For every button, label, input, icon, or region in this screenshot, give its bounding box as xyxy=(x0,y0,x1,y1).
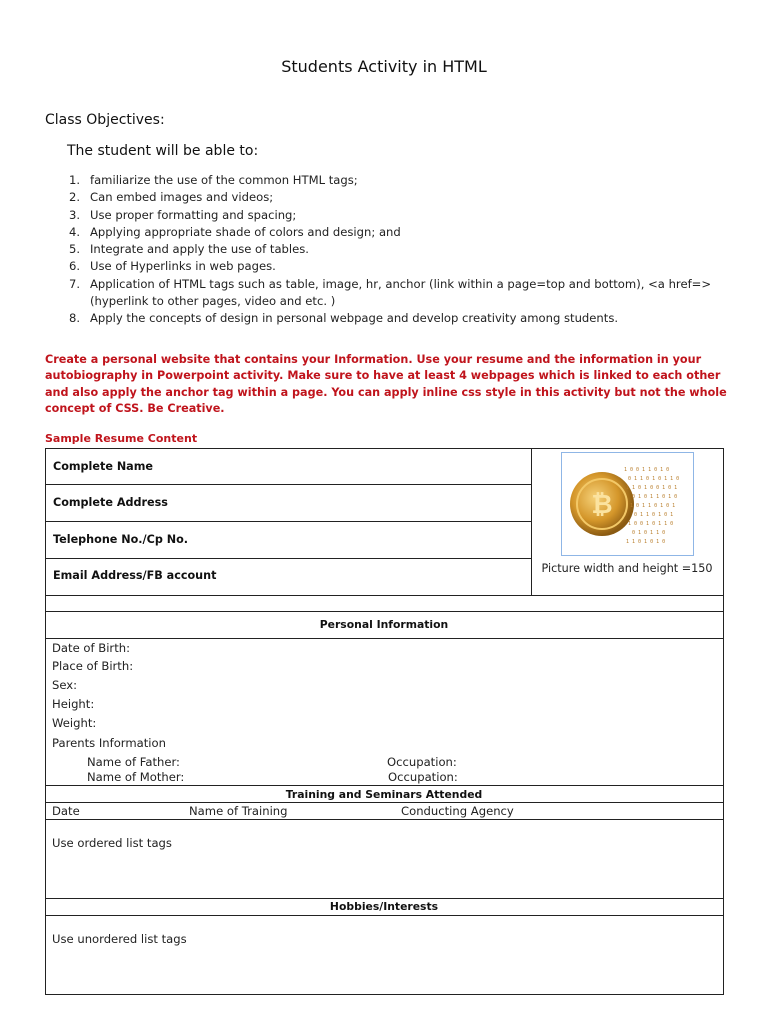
training-header: Training and Seminars Attended xyxy=(285,788,483,801)
table-divider xyxy=(45,558,531,559)
svg-text:1 0 0 1 0 1 1 0: 1 0 0 1 0 1 1 0 xyxy=(628,521,674,527)
class-objectives-heading: Class Objectives: xyxy=(45,112,165,128)
objectives-list xyxy=(45,172,735,328)
student-able-heading: The student will be able to: xyxy=(67,143,259,159)
table-divider xyxy=(45,802,724,803)
svg-text:1 0 0 1 1 0 1 0: 1 0 0 1 1 0 1 0 xyxy=(624,467,670,473)
svg-text:0 1 1 0 1 0 1 1 0: 0 1 1 0 1 0 1 1 0 xyxy=(628,476,680,482)
table-divider xyxy=(45,521,531,522)
height-field: Height: xyxy=(52,697,95,711)
activity-instructions: Create a personal website that contains your Information. Use your resume and the information in your autobiography in Powerpoint activity. Make sure to have at least 4 webpages which is linked to each other and also apply the anchor tag within a page. You can apply inline css style in this activity but not the whole concept of CSS. Be Creative. xyxy=(45,353,727,415)
ordered-list-note: Use ordered list tags xyxy=(52,836,172,850)
list-item: 5. Integrate and apply the use of tables. xyxy=(69,242,309,257)
training-col-agency: Conducting Agency xyxy=(401,804,514,818)
svg-text:₿: ₿ xyxy=(591,490,613,520)
hobbies-header: Hobbies/Interests xyxy=(329,900,439,913)
parents-information-label: Parents Information xyxy=(52,736,166,750)
place-of-birth-field: Place of Birth: xyxy=(52,659,134,673)
training-col-date: Date xyxy=(52,804,80,818)
list-item: 6. Use of Hyperlinks in web pages. xyxy=(69,259,276,274)
svg-text:1 1 0 1 0 1 0: 1 1 0 1 0 1 0 xyxy=(626,539,666,545)
list-item: 4. Applying appropriate shade of colors and design; and xyxy=(69,224,401,239)
weight-field: Weight: xyxy=(52,716,97,730)
list-item: 1. familiarize the use of the common HTML tags; xyxy=(69,173,358,187)
email-label: Email Address/FB account xyxy=(53,569,217,582)
complete-address-label: Complete Address xyxy=(53,496,168,509)
svg-text:0 1 1 0 1 0 1: 0 1 1 0 1 0 1 xyxy=(634,512,674,518)
telephone-label: Telephone No./Cp No. xyxy=(53,533,189,546)
sex-field: Sex: xyxy=(52,678,78,692)
svg-text:1 1 0 1 0 0 1 0 1: 1 1 0 1 0 0 1 0 1 xyxy=(626,485,678,491)
mother-occupation-field: Occupation: xyxy=(388,770,458,784)
list-item: 8. Apply the concepts of design in personal webpage and develop creativity among students. xyxy=(69,311,619,326)
personal-info-header: Personal Information xyxy=(319,618,449,631)
table-divider xyxy=(45,611,724,612)
unordered-list-note: Use unordered list tags xyxy=(52,932,187,946)
mother-name-field: Name of Mother: xyxy=(87,770,185,784)
table-divider xyxy=(45,915,724,916)
bitcoin-coin-image xyxy=(562,453,694,556)
page-title: Students Activity in HTML xyxy=(281,57,487,76)
table-divider xyxy=(45,638,724,639)
complete-name-label: Complete Name xyxy=(53,460,153,473)
svg-text:0 1 0 1 1 0: 0 1 0 1 1 0 xyxy=(632,530,666,536)
svg-text:0 1 0 1 1 0 1 0: 0 1 0 1 1 0 1 0 xyxy=(632,494,678,500)
table-divider xyxy=(45,819,724,820)
training-col-name: Name of Training xyxy=(189,804,288,818)
date-of-birth-field: Date of Birth: xyxy=(52,641,130,655)
svg-text:1 0 1 1 0 1 0 1: 1 0 1 1 0 1 0 1 xyxy=(630,503,676,509)
picture-caption: Picture width and height =150 xyxy=(541,562,713,575)
table-divider xyxy=(45,595,724,596)
table-divider xyxy=(45,898,724,899)
list-item: 3. Use proper formatting and spacing; xyxy=(69,207,297,222)
list-item: 2. Can embed images and videos; xyxy=(69,190,274,205)
father-occupation-field: Occupation: xyxy=(387,755,457,769)
table-divider xyxy=(45,785,724,786)
father-name-field: Name of Father: xyxy=(87,755,180,769)
table-divider xyxy=(45,484,531,485)
sample-resume-heading: Sample Resume Content xyxy=(45,432,198,445)
list-item: 7. Application of HTML tags such as table, image, hr, anchor (link within a page=top and bottom), <a href=> (hyperlink to other pages, video and etc. ) xyxy=(69,276,712,309)
profile-photo xyxy=(561,452,694,556)
